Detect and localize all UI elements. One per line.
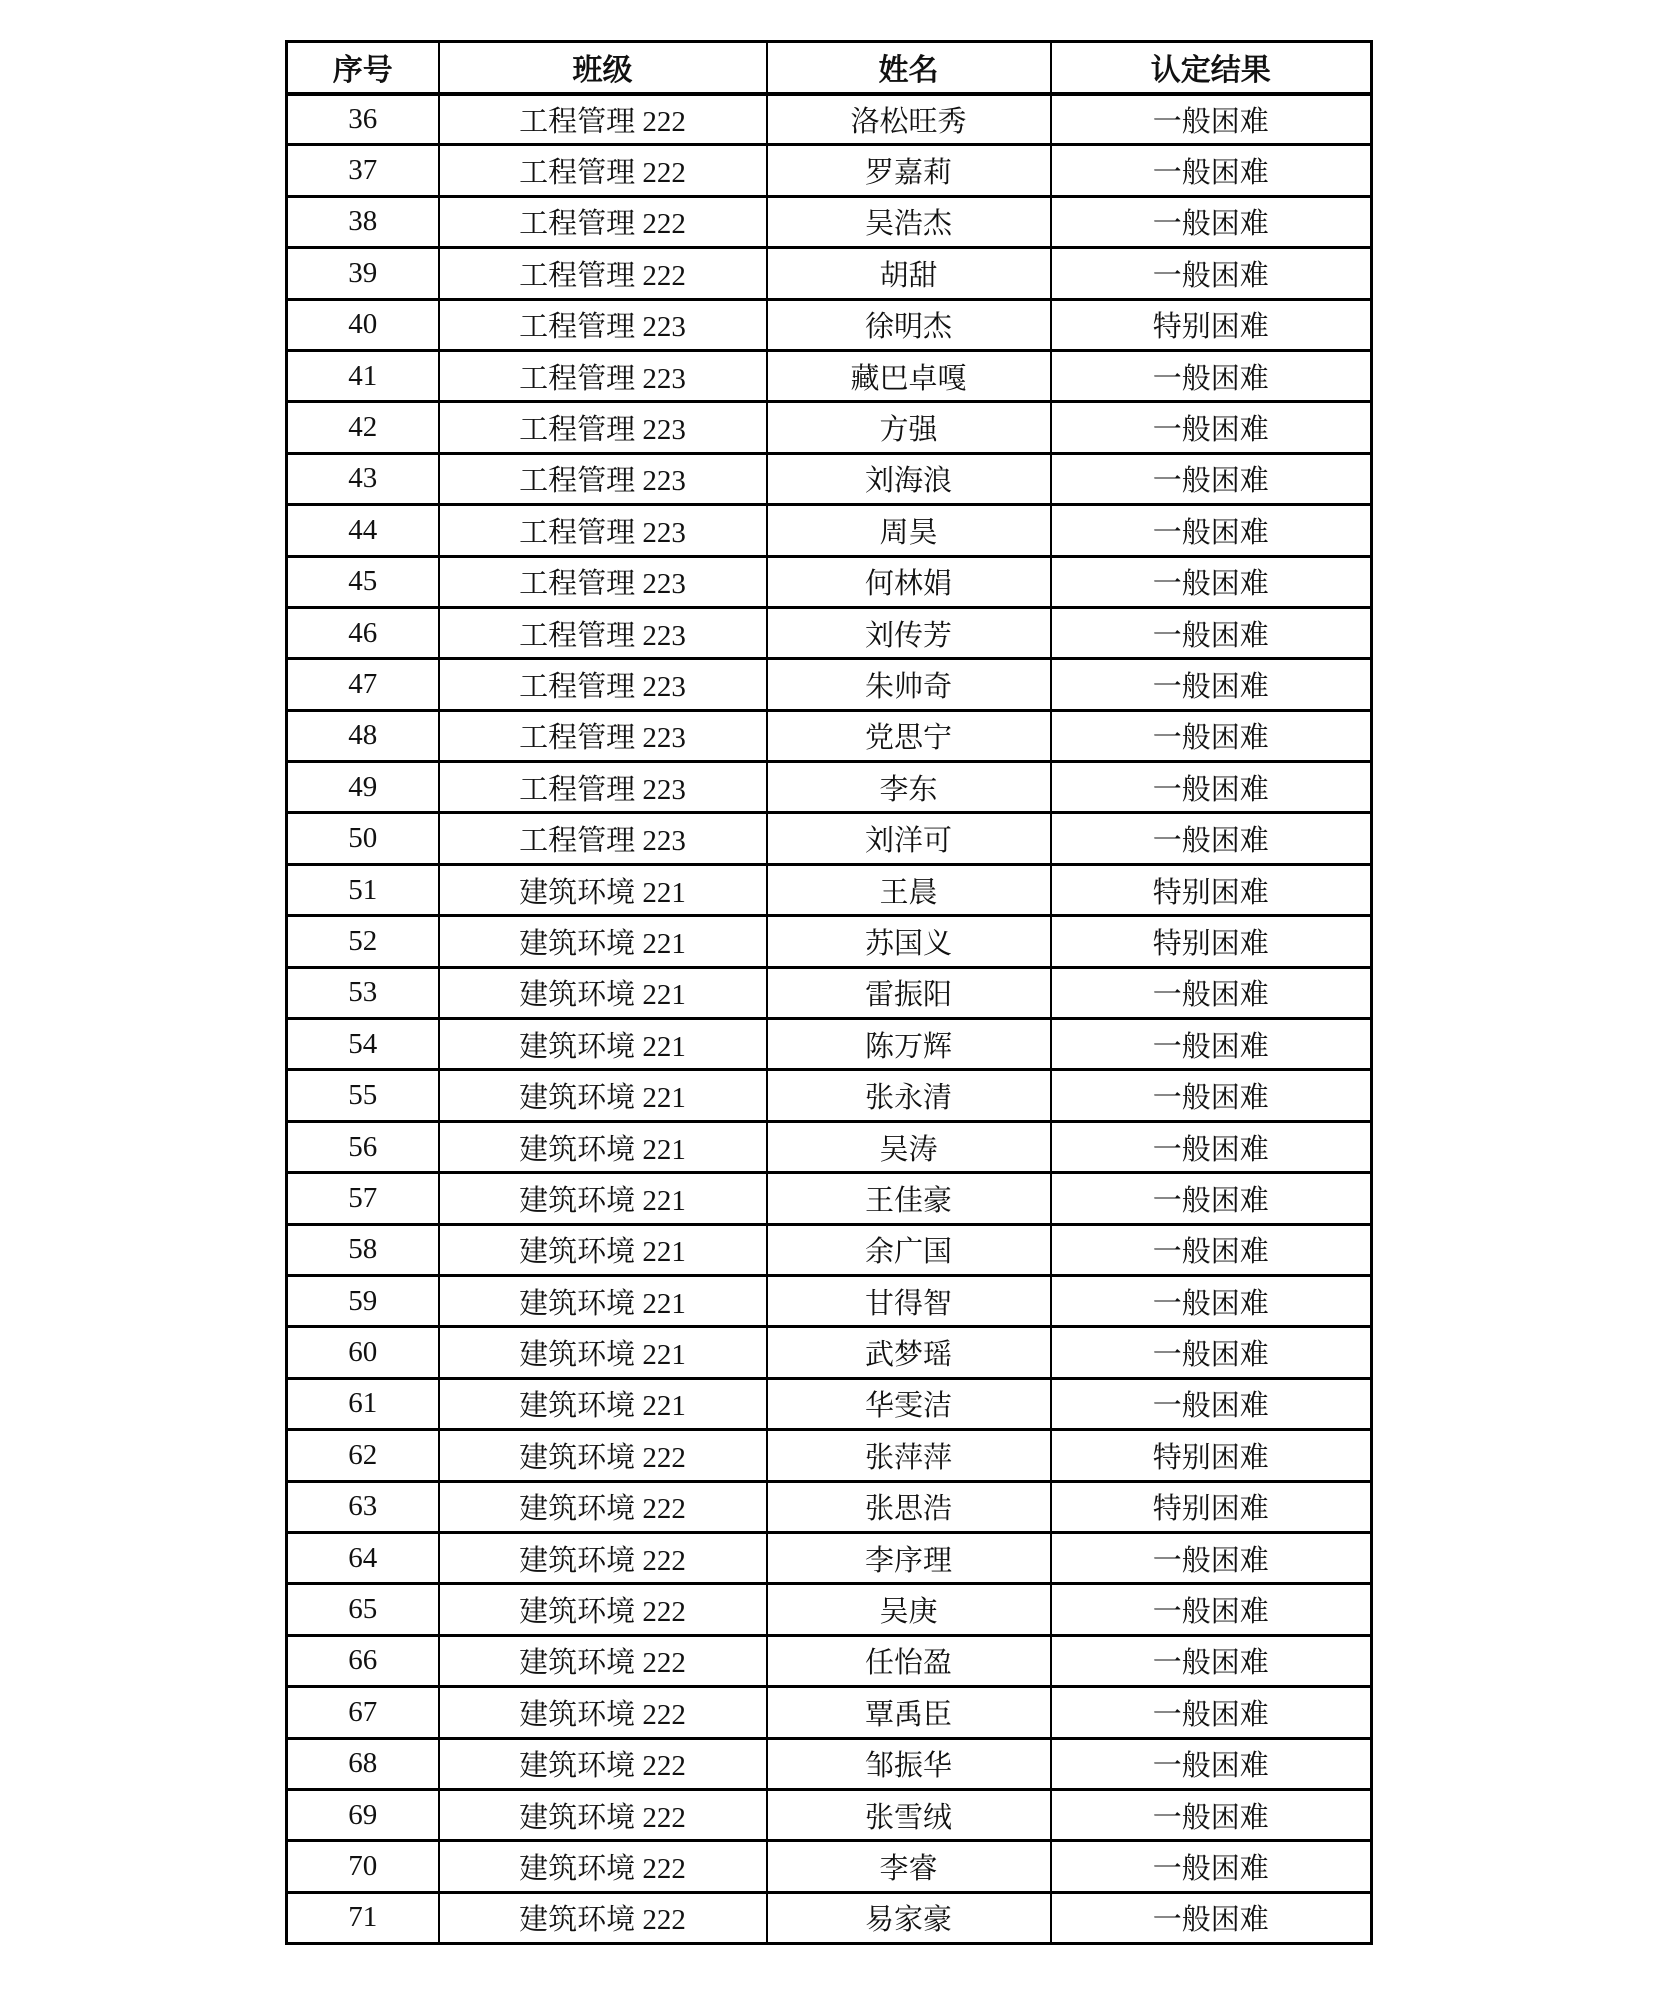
cell-class: 建筑环境 221 xyxy=(439,967,767,1018)
table-row xyxy=(287,1789,1372,1840)
cell-result: 一般困难 xyxy=(1051,710,1372,761)
cell-serial-number: 48 xyxy=(287,710,439,761)
table-row xyxy=(287,248,1372,299)
table-row xyxy=(287,1532,1372,1583)
cell-serial-number: 43 xyxy=(287,453,439,504)
table-header xyxy=(287,42,1372,94)
cell-serial-number: 62 xyxy=(287,1430,439,1481)
table-row xyxy=(287,453,1372,504)
cell-name: 华雯洁 xyxy=(767,1378,1051,1429)
table-row xyxy=(287,710,1372,761)
cell-result: 一般困难 xyxy=(1051,402,1372,453)
cell-class: 工程管理 223 xyxy=(439,607,767,658)
cell-class: 建筑环境 221 xyxy=(439,1275,767,1326)
cell-serial-number: 60 xyxy=(287,1327,439,1378)
cell-name: 邹振华 xyxy=(767,1738,1051,1789)
cell-name: 吴涛 xyxy=(767,1121,1051,1172)
cell-serial-number: 45 xyxy=(287,556,439,607)
cell-class: 工程管理 223 xyxy=(439,505,767,556)
cell-name: 甘得智 xyxy=(767,1275,1051,1326)
cell-serial-number: 36 xyxy=(287,94,439,145)
cell-name: 易家豪 xyxy=(767,1892,1051,1943)
table-body xyxy=(287,94,1372,1944)
cell-serial-number: 51 xyxy=(287,864,439,915)
cell-serial-number: 44 xyxy=(287,505,439,556)
cell-serial-number: 58 xyxy=(287,1224,439,1275)
cell-class: 建筑环境 222 xyxy=(439,1584,767,1635)
table-row xyxy=(287,1327,1372,1378)
cell-result: 一般困难 xyxy=(1051,350,1372,401)
cell-class: 工程管理 223 xyxy=(439,813,767,864)
cell-serial-number: 39 xyxy=(287,248,439,299)
table-row xyxy=(287,299,1372,350)
cell-result: 一般困难 xyxy=(1051,1892,1372,1943)
cell-name: 苏国义 xyxy=(767,916,1051,967)
cell-result: 一般困难 xyxy=(1051,1738,1372,1789)
table-row xyxy=(287,556,1372,607)
table-row xyxy=(287,1635,1372,1686)
cell-serial-number: 66 xyxy=(287,1635,439,1686)
table-row xyxy=(287,967,1372,1018)
cell-class: 工程管理 222 xyxy=(439,94,767,145)
cell-serial-number: 59 xyxy=(287,1275,439,1326)
cell-serial-number: 71 xyxy=(287,1892,439,1943)
cell-name: 罗嘉莉 xyxy=(767,145,1051,196)
cell-class: 建筑环境 222 xyxy=(439,1841,767,1892)
cell-name: 陈万辉 xyxy=(767,1019,1051,1070)
cell-result: 一般困难 xyxy=(1051,762,1372,813)
cell-name: 洛松旺秀 xyxy=(767,94,1051,145)
header-name: 姓名 xyxy=(767,42,1051,94)
cell-class: 建筑环境 222 xyxy=(439,1635,767,1686)
cell-serial-number: 67 xyxy=(287,1687,439,1738)
cell-name: 张思浩 xyxy=(767,1481,1051,1532)
table-row xyxy=(287,350,1372,401)
cell-class: 工程管理 223 xyxy=(439,299,767,350)
header-result: 认定结果 xyxy=(1051,42,1372,94)
cell-result: 一般困难 xyxy=(1051,453,1372,504)
cell-result: 一般困难 xyxy=(1051,94,1372,145)
cell-class: 建筑环境 222 xyxy=(439,1789,767,1840)
table-row xyxy=(287,1070,1372,1121)
cell-result: 一般困难 xyxy=(1051,1121,1372,1172)
cell-serial-number: 40 xyxy=(287,299,439,350)
cell-class: 建筑环境 221 xyxy=(439,916,767,967)
cell-serial-number: 55 xyxy=(287,1070,439,1121)
cell-serial-number: 47 xyxy=(287,659,439,710)
table-row xyxy=(287,94,1372,145)
cell-name: 余广国 xyxy=(767,1224,1051,1275)
cell-serial-number: 37 xyxy=(287,145,439,196)
table-row xyxy=(287,1738,1372,1789)
cell-class: 建筑环境 221 xyxy=(439,1378,767,1429)
cell-name: 吴庚 xyxy=(767,1584,1051,1635)
cell-name: 胡甜 xyxy=(767,248,1051,299)
cell-name: 徐明杰 xyxy=(767,299,1051,350)
cell-name: 刘海浪 xyxy=(767,453,1051,504)
cell-name: 方强 xyxy=(767,402,1051,453)
table-header-row xyxy=(287,42,1372,94)
cell-serial-number: 68 xyxy=(287,1738,439,1789)
difficulty-roster-table xyxy=(285,40,1373,1945)
cell-name: 吴浩杰 xyxy=(767,196,1051,247)
cell-class: 建筑环境 222 xyxy=(439,1430,767,1481)
cell-name: 任怡盈 xyxy=(767,1635,1051,1686)
cell-serial-number: 65 xyxy=(287,1584,439,1635)
table-row xyxy=(287,1687,1372,1738)
cell-name: 覃禹臣 xyxy=(767,1687,1051,1738)
cell-serial-number: 53 xyxy=(287,967,439,1018)
table-row xyxy=(287,813,1372,864)
cell-name: 何林娟 xyxy=(767,556,1051,607)
cell-serial-number: 57 xyxy=(287,1173,439,1224)
cell-serial-number: 42 xyxy=(287,402,439,453)
cell-serial-number: 56 xyxy=(287,1121,439,1172)
cell-result: 一般困难 xyxy=(1051,196,1372,247)
cell-class: 工程管理 223 xyxy=(439,556,767,607)
cell-result: 一般困难 xyxy=(1051,505,1372,556)
cell-result: 一般困难 xyxy=(1051,659,1372,710)
cell-serial-number: 38 xyxy=(287,196,439,247)
table-row xyxy=(287,505,1372,556)
cell-class: 建筑环境 221 xyxy=(439,1121,767,1172)
cell-result: 一般困难 xyxy=(1051,248,1372,299)
cell-result: 一般困难 xyxy=(1051,1173,1372,1224)
cell-class: 工程管理 223 xyxy=(439,710,767,761)
table-row xyxy=(287,196,1372,247)
cell-serial-number: 52 xyxy=(287,916,439,967)
cell-class: 建筑环境 221 xyxy=(439,1327,767,1378)
cell-class: 工程管理 223 xyxy=(439,402,767,453)
cell-name: 刘洋可 xyxy=(767,813,1051,864)
cell-class: 工程管理 223 xyxy=(439,659,767,710)
cell-name: 党思宁 xyxy=(767,710,1051,761)
cell-name: 李序理 xyxy=(767,1532,1051,1583)
cell-result: 一般困难 xyxy=(1051,1635,1372,1686)
table-row xyxy=(287,402,1372,453)
cell-class: 建筑环境 222 xyxy=(439,1481,767,1532)
table-row xyxy=(287,1224,1372,1275)
table-row xyxy=(287,145,1372,196)
cell-serial-number: 49 xyxy=(287,762,439,813)
cell-serial-number: 64 xyxy=(287,1532,439,1583)
cell-name: 张萍萍 xyxy=(767,1430,1051,1481)
cell-result: 一般困难 xyxy=(1051,1687,1372,1738)
cell-result: 一般困难 xyxy=(1051,1327,1372,1378)
cell-name: 李东 xyxy=(767,762,1051,813)
cell-class: 工程管理 223 xyxy=(439,453,767,504)
cell-result: 一般困难 xyxy=(1051,967,1372,1018)
table-row xyxy=(287,1584,1372,1635)
table-row xyxy=(287,1841,1372,1892)
cell-result: 一般困难 xyxy=(1051,1224,1372,1275)
cell-name: 雷振阳 xyxy=(767,967,1051,1018)
cell-serial-number: 63 xyxy=(287,1481,439,1532)
table-row xyxy=(287,1430,1372,1481)
cell-result: 特别困难 xyxy=(1051,1430,1372,1481)
cell-class: 建筑环境 222 xyxy=(439,1532,767,1583)
table-row xyxy=(287,864,1372,915)
cell-class: 建筑环境 222 xyxy=(439,1738,767,1789)
header-serial-number: 序号 xyxy=(287,42,439,94)
cell-serial-number: 61 xyxy=(287,1378,439,1429)
cell-name: 藏巴卓嘎 xyxy=(767,350,1051,401)
cell-class: 建筑环境 221 xyxy=(439,1224,767,1275)
cell-class: 建筑环境 221 xyxy=(439,1070,767,1121)
cell-class: 建筑环境 221 xyxy=(439,1173,767,1224)
table-row xyxy=(287,1275,1372,1326)
header-class: 班级 xyxy=(439,42,767,94)
cell-class: 建筑环境 222 xyxy=(439,1892,767,1943)
cell-result: 一般困难 xyxy=(1051,556,1372,607)
cell-name: 王佳豪 xyxy=(767,1173,1051,1224)
cell-result: 一般困难 xyxy=(1051,813,1372,864)
cell-class: 工程管理 223 xyxy=(439,762,767,813)
cell-name: 王晨 xyxy=(767,864,1051,915)
cell-serial-number: 46 xyxy=(287,607,439,658)
cell-name: 李睿 xyxy=(767,1841,1051,1892)
table-row xyxy=(287,607,1372,658)
cell-result: 一般困难 xyxy=(1051,1070,1372,1121)
cell-name: 张永清 xyxy=(767,1070,1051,1121)
cell-result: 特别困难 xyxy=(1051,1481,1372,1532)
table-row xyxy=(287,1892,1372,1943)
cell-class: 工程管理 222 xyxy=(439,145,767,196)
cell-name: 周昊 xyxy=(767,505,1051,556)
cell-class: 建筑环境 221 xyxy=(439,864,767,915)
cell-result: 一般困难 xyxy=(1051,1841,1372,1892)
cell-name: 武梦瑶 xyxy=(767,1327,1051,1378)
cell-result: 一般困难 xyxy=(1051,1275,1372,1326)
cell-result: 特别困难 xyxy=(1051,864,1372,915)
table-row xyxy=(287,762,1372,813)
cell-result: 一般困难 xyxy=(1051,607,1372,658)
cell-serial-number: 50 xyxy=(287,813,439,864)
cell-result: 特别困难 xyxy=(1051,299,1372,350)
table-row xyxy=(287,1019,1372,1070)
cell-name: 朱帅奇 xyxy=(767,659,1051,710)
cell-class: 工程管理 223 xyxy=(439,350,767,401)
cell-class: 工程管理 222 xyxy=(439,248,767,299)
cell-serial-number: 70 xyxy=(287,1841,439,1892)
cell-class: 工程管理 222 xyxy=(439,196,767,247)
cell-result: 一般困难 xyxy=(1051,1789,1372,1840)
cell-result: 一般困难 xyxy=(1051,1378,1372,1429)
table-row xyxy=(287,1481,1372,1532)
cell-result: 一般困难 xyxy=(1051,1532,1372,1583)
cell-class: 建筑环境 222 xyxy=(439,1687,767,1738)
cell-result: 一般困难 xyxy=(1051,145,1372,196)
table-row xyxy=(287,1121,1372,1172)
cell-class: 建筑环境 221 xyxy=(439,1019,767,1070)
cell-name: 张雪绒 xyxy=(767,1789,1051,1840)
cell-result: 一般困难 xyxy=(1051,1584,1372,1635)
cell-serial-number: 41 xyxy=(287,350,439,401)
table-row xyxy=(287,659,1372,710)
table-row xyxy=(287,916,1372,967)
cell-result: 一般困难 xyxy=(1051,1019,1372,1070)
table-row xyxy=(287,1378,1372,1429)
cell-name: 刘传芳 xyxy=(767,607,1051,658)
table-row xyxy=(287,1173,1372,1224)
cell-serial-number: 54 xyxy=(287,1019,439,1070)
cell-result: 特别困难 xyxy=(1051,916,1372,967)
cell-serial-number: 69 xyxy=(287,1789,439,1840)
